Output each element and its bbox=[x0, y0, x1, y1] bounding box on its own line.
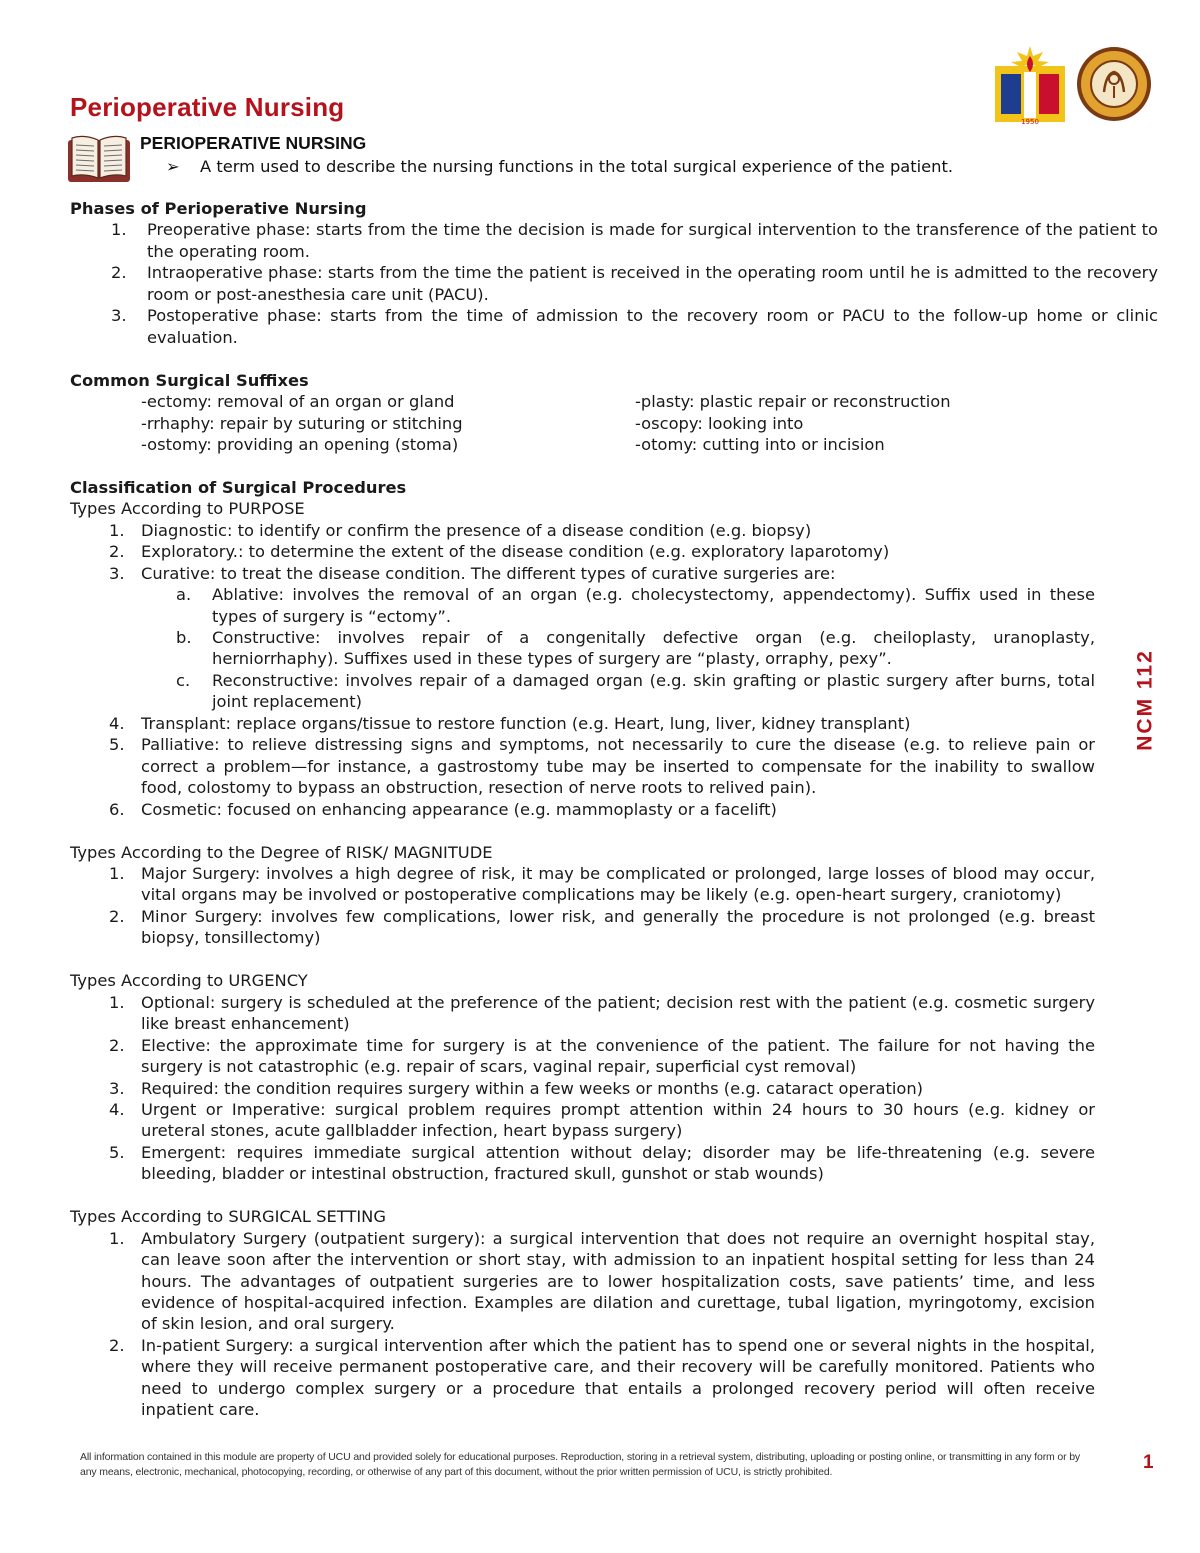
list-item: 1. Preoperative phase: starts from the time the decision is made for surgical intervention to the transference of the patient to the operating room. bbox=[111, 220, 1158, 261]
term-definition bbox=[166, 157, 953, 176]
setting-heading: Types According to SURGICAL SETTING bbox=[70, 1207, 386, 1227]
phases-heading: Phases of Perioperative Nursing bbox=[70, 199, 367, 218]
course-code-tag bbox=[1133, 645, 1157, 755]
course-code-text: NCM 112 bbox=[1133, 649, 1157, 751]
urgency-heading: Types According to URGENCY bbox=[70, 971, 308, 991]
copyright-footer: All information contained in this module are property of UCU and provided solely for educational purposes. Reproduction, storing in a retrieval system, distributing, uploading or posting online, or transmitting in any form or by any means, electronic, mechanical, photocopying, recording, or otherwise of any part of this document, without the prior written permission of UCU, is strictly prohibited. bbox=[80, 1451, 1081, 1478]
suffix-table bbox=[70, 391, 1160, 455]
suffix-item: -ostomy: providing an opening (stoma) bbox=[141, 434, 459, 454]
university-seal-icon bbox=[1076, 46, 1152, 122]
list-item: 1. Ambulatory Surgery (outpatient surgery): a surgical intervention that does not require an overnight hospital stay, can leave soon after the intervention or short stay, with admission to an inpatient hospital setting for less than 24 hours. The advantages of outpatient surgeries are to lower hospitalization costs, save patients’ time, and less evidence of hospital-acquired infection. Examples are dilation and curettage, tubal ligation, myringotomy, excision of skin lesion, and oral surgery. bbox=[109, 1228, 1095, 1334]
arrow-bullet-icon: ➢ bbox=[166, 157, 180, 176]
university-logo-icon bbox=[991, 44, 1069, 126]
list-item: 2. Intraoperative phase: starts from the time the patient is received in the operating room until he is admitted to the recovery room or post-anesthesia care unit (PACU). bbox=[111, 263, 1158, 304]
list-item: 6. Cosmetic: focused on enhancing appearance (e.g. mammoplasty or a facelift) bbox=[109, 799, 777, 819]
list-item: b. Constructive: involves repair of a congenitally defective organ (e.g. cheiloplasty, uranoplasty, herniorrhaphy). Suffixes used in these types of surgery are “plasty, orraphy, pexy”. bbox=[176, 628, 1095, 669]
suffix-item: -plasty: plastic repair or reconstruction bbox=[635, 392, 951, 412]
logo-year: 1950 bbox=[1021, 118, 1039, 126]
page-number: 1 bbox=[1143, 1452, 1154, 1473]
list-item: 1. Diagnostic: to identify or confirm the presence of a disease condition (e.g. biopsy) bbox=[109, 520, 812, 540]
term-definition-text: A term used to describe the nursing functions in the total surgical experience of the patient. bbox=[200, 157, 954, 176]
curative-sub-list bbox=[70, 584, 1095, 713]
list-item: 3. Postoperative phase: starts from the time of admission to the recovery room or PACU to the follow-up home or clinic evaluation. bbox=[111, 306, 1158, 347]
list-item: c. Reconstructive: involves repair of a damaged organ (e.g. skin grafting or plastic surgery after burns, total joint replacement) bbox=[176, 670, 1095, 712]
risk-heading: Types According to the Degree of RISK/ MAGNITUDE bbox=[70, 842, 493, 862]
classification-heading: Classification of Surgical Procedures bbox=[70, 477, 407, 497]
phases-list bbox=[70, 219, 1158, 348]
list-item: a. Ablative: involves the removal of an organ (e.g. cholecystectomy, appendectomy). Suffix used in these types of surgery is “ectomy”. bbox=[176, 585, 1095, 626]
term-heading: PERIOPERATIVE NURSING bbox=[140, 133, 367, 153]
open-book-icon bbox=[66, 132, 132, 184]
list-item: 2. Elective: the approximate time for surgery is at the convenience of the patient. The failure for not having the surgery is not catastrophic (e.g. repair of scars, vaginal repair, superficial cyst removal) bbox=[109, 1035, 1095, 1077]
list-item: 3. Required: the condition requires surgery within a few weeks or months (e.g. cataract operation) bbox=[109, 1078, 924, 1098]
list-item: 3. Curative: to treat the disease condition. The different types of curative surgeries are: bbox=[109, 563, 836, 583]
suffix-item: -otomy: cutting into or incision bbox=[635, 434, 885, 454]
list-item: 1. Optional: surgery is scheduled at the preference of the patient; decision rest with the patient (e.g. cosmetic surgery like breast enhancement) bbox=[109, 992, 1095, 1034]
list-item: 5. Palliative: to relieve distressing signs and symptoms, not necessarily to cure the disease (e.g. to relieve pain or correct a problem—for instance, a gastrostomy tube may be inserted to compensate for the inability to swallow food, colostomy to bypass an obstruction, resection of nerve roots to relived pain). bbox=[109, 735, 1095, 798]
suffix-item: -ectomy: removal of an organ or gland bbox=[141, 392, 455, 412]
list-item: 2. In-patient Surgery: a surgical intervention after which the patient has to spend one or several nights in the hospital, where they will receive permanent postoperative care, and their recovery will be carefully monitored. Patients who need to undergo complex surgery or a procedure that entails a prolonged recovery period will often receive inpatient care. bbox=[109, 1335, 1095, 1420]
list-item: 4. Urgent or Imperative: surgical problem requires prompt attention within 24 hours to 30 hours (e.g. kidney or ureteral stones, acute gallbladder infection, heart bypass surgery) bbox=[109, 1099, 1095, 1141]
suffix-item: -rrhaphy: repair by suturing or stitching bbox=[141, 413, 463, 433]
page-title: Perioperative Nursing bbox=[70, 92, 345, 122]
purpose-list bbox=[70, 520, 1095, 584]
document-body bbox=[70, 198, 1160, 1421]
setting-list bbox=[70, 1228, 1095, 1421]
list-item: 1. Major Surgery: involves a high degree of risk, it may be complicated or prolonged, large losses of blood may occur, vital organs may be involved or postoperative complications may be likely (e.g. open-heart surgery, craniotomy) bbox=[109, 864, 1095, 905]
risk-list bbox=[70, 863, 1095, 949]
purpose-list-continued bbox=[70, 713, 1095, 820]
list-item: 2. Minor Surgery: involves few complications, lower risk, and generally the procedure is not prolonged (e.g. breast biopsy, tonsillectomy) bbox=[109, 906, 1095, 948]
urgency-list bbox=[70, 992, 1095, 1185]
suffix-item: -oscopy: looking into bbox=[635, 413, 804, 433]
list-item: 2. Exploratory.: to determine the extent of the disease condition (e.g. exploratory laparotomy) bbox=[109, 542, 890, 562]
suffixes-heading: Common Surgical Suffixes bbox=[70, 370, 309, 390]
list-item: 4. Transplant: replace organs/tissue to restore function (e.g. Heart, lung, liver, kidney transplant) bbox=[109, 713, 911, 733]
purpose-heading: Types According to PURPOSE bbox=[70, 499, 305, 519]
list-item: 5. Emergent: requires immediate surgical attention without delay; disorder may be life-threatening (e.g. severe bleeding, bladder or intestinal obstruction, fractured skull, gunshot or stab wounds) bbox=[109, 1142, 1095, 1184]
